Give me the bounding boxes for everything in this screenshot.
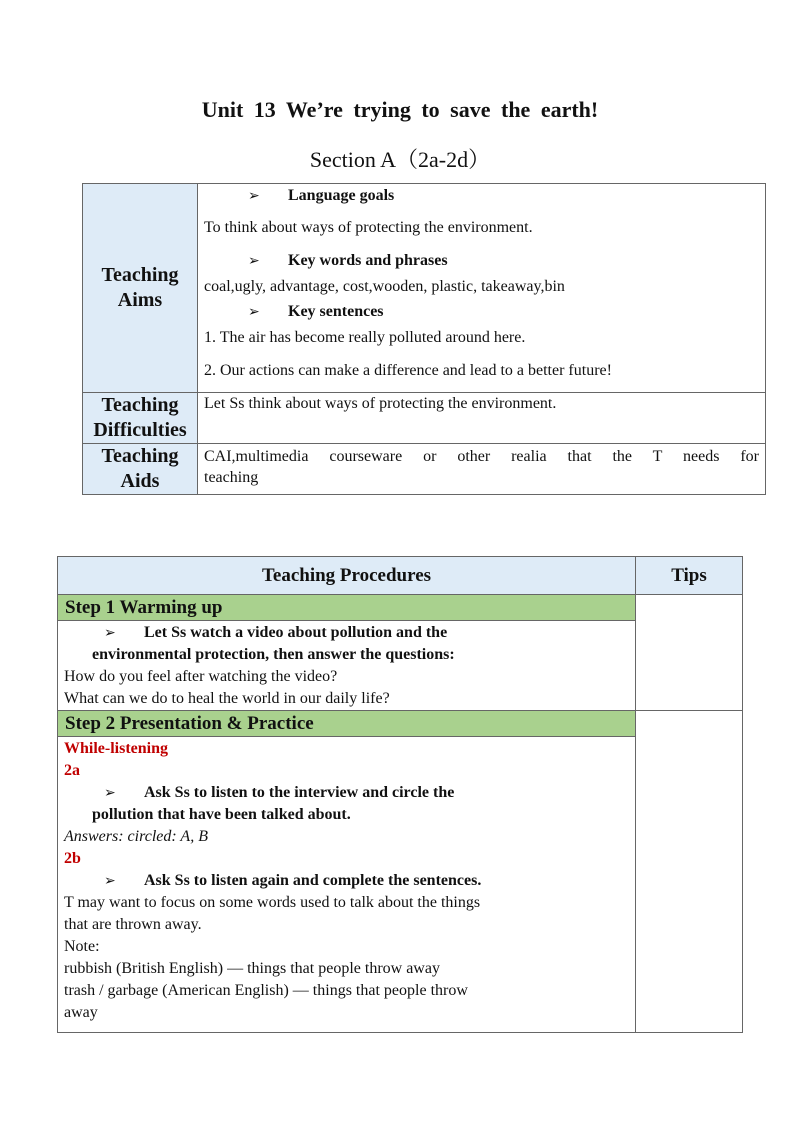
step-1-instruction-cont: environmental protection, then answer the questions: (92, 646, 455, 663)
step-1-content (58, 621, 636, 711)
instruction-2a: ➢ Ask Ss to listen to the interview and circle the (64, 782, 629, 804)
note-label: Note: (64, 938, 100, 955)
arrow-bullet-icon: ➢ (104, 785, 116, 801)
language-goals-heading: ➢ Language goals (204, 185, 759, 207)
label-line: Aids (120, 470, 160, 492)
answers-2a: Answers: circled: A, B (64, 828, 208, 845)
focus-line-1: T may want to focus on some words used to talk about the things (64, 894, 481, 911)
label-teaching-aids (83, 444, 198, 495)
label-2b: 2b (64, 850, 81, 867)
focus-line-2: that are thrown away. (64, 916, 202, 933)
language-goals-text: To think about ways of protecting the environment. (204, 219, 533, 236)
label-line: Difficulties (93, 419, 187, 441)
note-line-1: rubbish (British English) — things that people throw away (64, 960, 440, 977)
tips-cell-step-1 (636, 595, 743, 711)
step-1-question-1: How do you feel after watching the video? (64, 668, 338, 685)
key-sentences-heading: ➢ Key sentences (204, 301, 759, 323)
arrow-bullet-icon: ➢ (104, 873, 116, 889)
note-line-3: away (64, 1004, 98, 1021)
arrow-bullet-icon: ➢ (104, 625, 116, 641)
page-title: Unit 13 We’re trying to save the earth! (201, 97, 599, 122)
step-2-title: Step 2 Presentation & Practice (58, 711, 636, 737)
aims-content (198, 184, 766, 393)
instruction-2b: ➢ Ask Ss to listen again and complete the sentences. (64, 870, 629, 892)
label-teaching-difficulties (83, 393, 198, 444)
key-sentence-1: 1. The air has become really polluted around here. (204, 329, 526, 346)
note-line-2: trash / garbage (American English) — things that people throw (64, 982, 468, 999)
arrow-bullet-icon: ➢ (248, 188, 260, 204)
key-words-heading: ➢ Key words and phrases (204, 250, 759, 272)
step-2-content (58, 737, 636, 1033)
section-subtitle: Section A（2a-2d） (309, 147, 491, 172)
step-1-title: Step 1 Warming up (58, 595, 636, 621)
label-2a: 2a (64, 762, 80, 779)
key-words-text: coal,ugly, advantage, cost,wooden, plastic, takeaway,bin (204, 278, 565, 295)
aids-line-1: CAI,multimedia courseware or other realia that the T needs for (204, 448, 759, 465)
aids-content (198, 444, 766, 495)
tips-header: Tips (636, 557, 743, 595)
label-line: Teaching (101, 394, 179, 416)
label-line: Teaching (101, 264, 179, 286)
tips-cell-step-2 (636, 711, 743, 1033)
difficulties-text: Let Ss think about ways of protecting the environment. (198, 393, 766, 444)
aids-line-2: teaching (204, 469, 259, 486)
arrow-bullet-icon: ➢ (248, 253, 260, 269)
teaching-procedures-table (57, 556, 743, 1033)
label-teaching-aims (83, 184, 198, 393)
while-listening-label: While-listening (64, 740, 169, 757)
label-line: Teaching (101, 445, 179, 467)
instruction-2a-cont: pollution that have been talked about. (92, 806, 351, 823)
procedures-header: Teaching Procedures (58, 557, 636, 595)
step-1-question-2: What can we do to heal the world in our daily life? (64, 690, 390, 707)
key-sentence-2: 2. Our actions can make a difference and lead to a better future! (204, 362, 612, 379)
teaching-aims-table (82, 183, 766, 495)
arrow-bullet-icon: ➢ (248, 304, 260, 320)
label-line: Aims (117, 289, 163, 311)
step-1-instruction: ➢ Let Ss watch a video about pollution and the (64, 622, 629, 644)
